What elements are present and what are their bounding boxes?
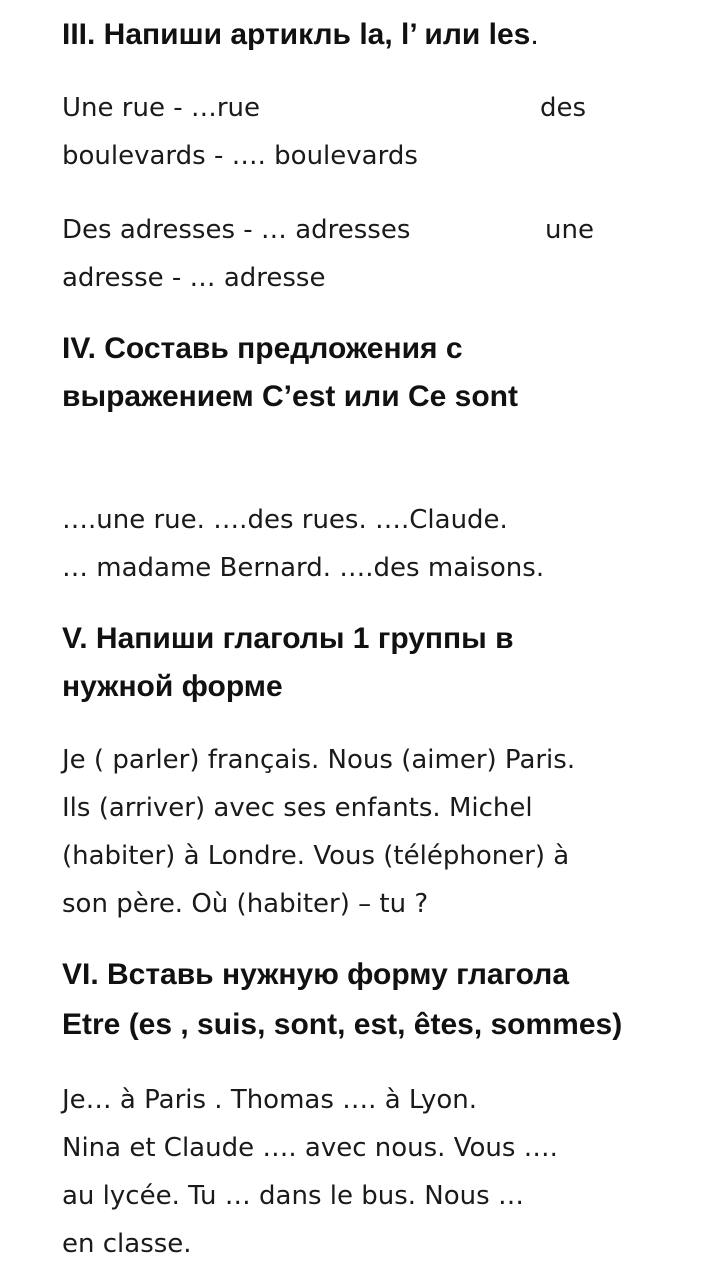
- section-3-line-2: boulevards - …. boulevards: [62, 141, 418, 171]
- section-4-line-2: … madame Bernard. ….des maisons.: [62, 553, 545, 583]
- section-6-title-line-1: VI. Вставь нужную форму глагола: [62, 958, 569, 991]
- section-6-line-1: Je… à Paris . Thomas …. à Lyon.: [62, 1085, 478, 1115]
- section-4-line-1: ….une rue. ….des rues. ….Claude.: [62, 505, 508, 535]
- section-6-line-4: en classe.: [62, 1229, 192, 1259]
- section-5-line-3: (habiter) à Londre. Vous (téléphoner) à: [62, 841, 570, 871]
- section-6-line-3: au lycée. Tu … dans le bus. Nous …: [62, 1181, 524, 1211]
- section-3-title: [62, 12, 539, 58]
- section-3-line-1-left: Une rue - …rue: [62, 93, 261, 123]
- section-4-title-line-1: IV. Составь предложения с: [62, 332, 463, 365]
- section-5-title-line-1: V. Напиши глаголы 1 группы в: [62, 622, 514, 655]
- section-5-title-line-2: нужной форме: [62, 670, 283, 703]
- section-5-line-1: Je ( parler) français. Nous (aimer) Paris.: [62, 745, 576, 775]
- section-6-line-2: Nina et Claude …. avec nous. Vous ….: [62, 1133, 558, 1163]
- section-3-title-period: .: [530, 18, 539, 51]
- section-3-line-4: adresse - … adresse: [62, 263, 326, 293]
- section-5-line-4: son père. Où (habiter) – tu ?: [62, 889, 429, 919]
- section-3-line-1-right: des: [540, 93, 587, 123]
- section-3-line-3-right: une: [545, 215, 594, 245]
- section-4-title-line-2: выражением C’est или Ce sont: [62, 380, 518, 413]
- section-6-title-line-2: Etre (es , suis, sont, est, êtes, sommes): [62, 1008, 623, 1041]
- section-3-title-text: III. Напиши артикль la, l’ или les: [62, 18, 531, 51]
- section-5-line-2: Ils (arriver) avec ses enfants. Michel: [62, 793, 533, 823]
- section-3-line-3-left: Des adresses - … adresses: [62, 215, 411, 245]
